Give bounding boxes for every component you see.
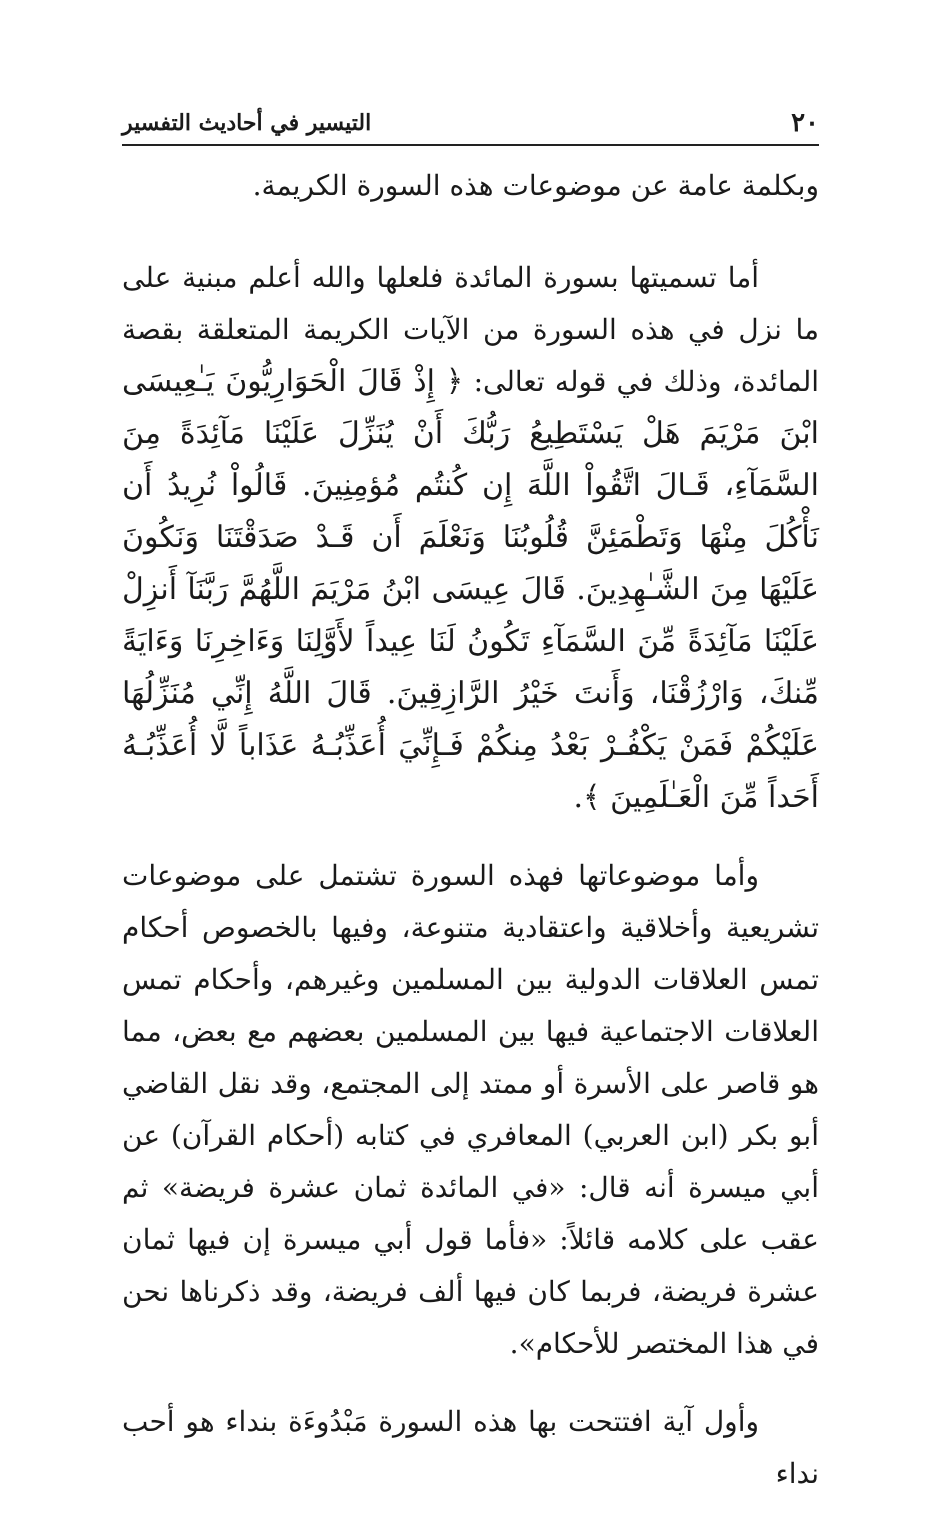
paragraph-topics: وأما موضوعاتها فهذه السورة تشتمل على موضوعات تشريعية وأخلاقية واعتقادية متنوعة، وفيها بالخصوص أحكام تمس العلاقات الدولية بين المسلمين وغيرهم، وأحكام تمس العلاقات الاجتماعية فيها بين المسلمين بعضهم مع بعض، مما هو قاصر على الأسرة أو ممتد إلى المجتمع، وقد نقل القاضي أبو بكر (ابن العربي) المعافري في كتابه (أحكام القرآن) عن أبي ميسرة أنه قال: «في المائدة ثمان عشرة فريضة» ثم عقب على كلامه قائلاً: «فأما قول أبي ميسرة إن فيها ثمان عشرة فريضة، فربما كان فيها ألف فريضة، وقد ذكرناها نحن في هذا المختصر للأحكام». [122,859,819,1360]
running-title: التيسير في أحاديث التفسير [122,110,372,136]
paragraph-topics-intro: وبكلمة عامة عن موضوعات هذه السورة الكريمة. [252,169,819,202]
paragraph-first-verse: وأول آية افتتحت بها هذه السورة مَبْدُوءَة بنداء هو أحب نداء [122,1405,819,1490]
paragraph-naming-text: أما تسميتها بسورة المائدة فلعلها والله أعلم مبنية على ما نزل في هذه السورة من الآيات الكريمة المتعلقة بقصة المائدة، وذلك في قوله تعالى: [122,261,819,398]
page-body [122,160,819,1526]
page-number: ٢٠ [791,108,819,138]
paragraph-naming [122,252,819,824]
quran-verse: ﴿ إِذْ قَالَ الْحَوَارِيُّونَ يَـٰعِيسَى ابْنَ مَرْيَمَ هَلْ يَسْتَطِيعُ رَبُّكَ أَنْ يُنَزِّلَ عَلَيْنَا مَآئِدَةً مِنَ السَّمَآءِ، قَـالَ اتَّقُواْ اللَّهَ إِن كُنتُم مُؤمِنِينَ. قَالُواْ نُرِيدُ أَن نَأْكُلَ مِنْهَا وَتَطْمَئِنَّ قُلُوبُنَا وَنَعْلَمَ أَن قَـدْ صَدَقْتَنَا وَنَكُونَ عَلَيْهَا مِنَ الشَّـٰهِدِينَ. قَالَ عِيسَى ابْنُ مَرْيَمَ اللَّهُمَّ رَبَّنَآ أَنزِلْ عَلَيْنَا مَآئِدَةً مِّنَ السَّمَآءِ تَكُونُ لَنَا عِيداً لأَوَّلِنَا وَءَاخِرِنَا وَءَايَةً مِّنكَ، وَارْزُقْنَا، وَأَنتَ خَيْرُ الرَّازِقِينَ. قَالَ اللَّهُ إِنِّي مُنَزِّلُهَا عَلَيْكُمْ فَمَنْ يَكْفُـرْ بَعْدُ مِنكُمْ فَـإِنِّيَ أُعَذِّبُـهُ عَذَاباً لَّا أُعَذِّبُـهُ أَحَداً مِّنَ الْعَـٰلَمِينَ ﴾. [122,364,819,815]
page-header [122,100,819,146]
